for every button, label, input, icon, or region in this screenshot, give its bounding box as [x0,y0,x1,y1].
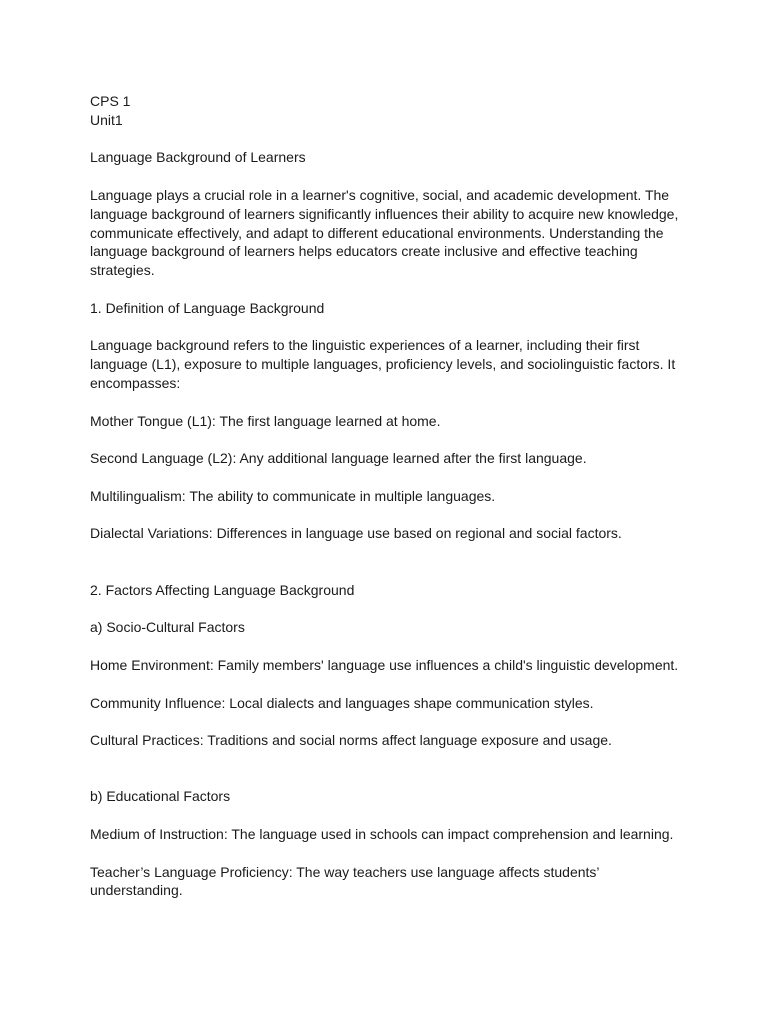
section1-item-dialectal-variations: Dialectal Variations: Differences in language use based on regional and social factors. [90,525,622,542]
unit-label: Unit1 [90,111,123,128]
section1-heading: 1. Definition of Language Background [90,299,325,316]
section1-item-mother-tongue: Mother Tongue (L1): The first language learned at home. [90,412,441,429]
intro-paragraph: Language plays a crucial role in a learner's cognitive, social, and academic development. The language background of learners significantly influences their ability to acquire new knowledge, communicate effectively, and adapt to different educational environments. Understanding the language background of learners helps educators create inclusive and effective teaching strategies. [90,186,679,279]
document-page [90,92,690,900]
section1-item-second-language: Second Language (L2): Any additional language learned after the first language. [90,450,587,467]
section2a-item-cultural-practices: Cultural Practices: Traditions and social norms affect language exposure and usage. [90,732,612,749]
course-code: CPS 1 [90,93,131,109]
section2b-heading: b) Educational Factors [90,788,231,805]
section2b-item-teacher-proficiency: Teacher’s Language Proficiency: The way teachers use language affects students’ understanding. [90,863,599,899]
document-title: Language Background of Learners [90,149,306,166]
section2-heading: 2. Factors Affecting Language Background [90,581,355,598]
section2a-item-community-influence: Community Influence: Local dialects and languages shape communication styles. [90,694,594,711]
section1-item-multilingualism: Multilingualism: The ability to communicate in multiple languages. [90,487,496,504]
section2a-item-home-environment: Home Environment: Family members' language use influences a child's linguistic development. [90,656,679,673]
section2a-heading: a) Socio-Cultural Factors [90,619,245,636]
section2b-item-medium-of-instruction: Medium of Instruction: The language used in schools can impact comprehension and learning. [90,826,674,843]
section1-body: Language background refers to the linguistic experiences of a learner, including their first language (L1), exposure to multiple languages, proficiency levels, and sociolinguistic factors. It encompasses: [90,337,676,391]
